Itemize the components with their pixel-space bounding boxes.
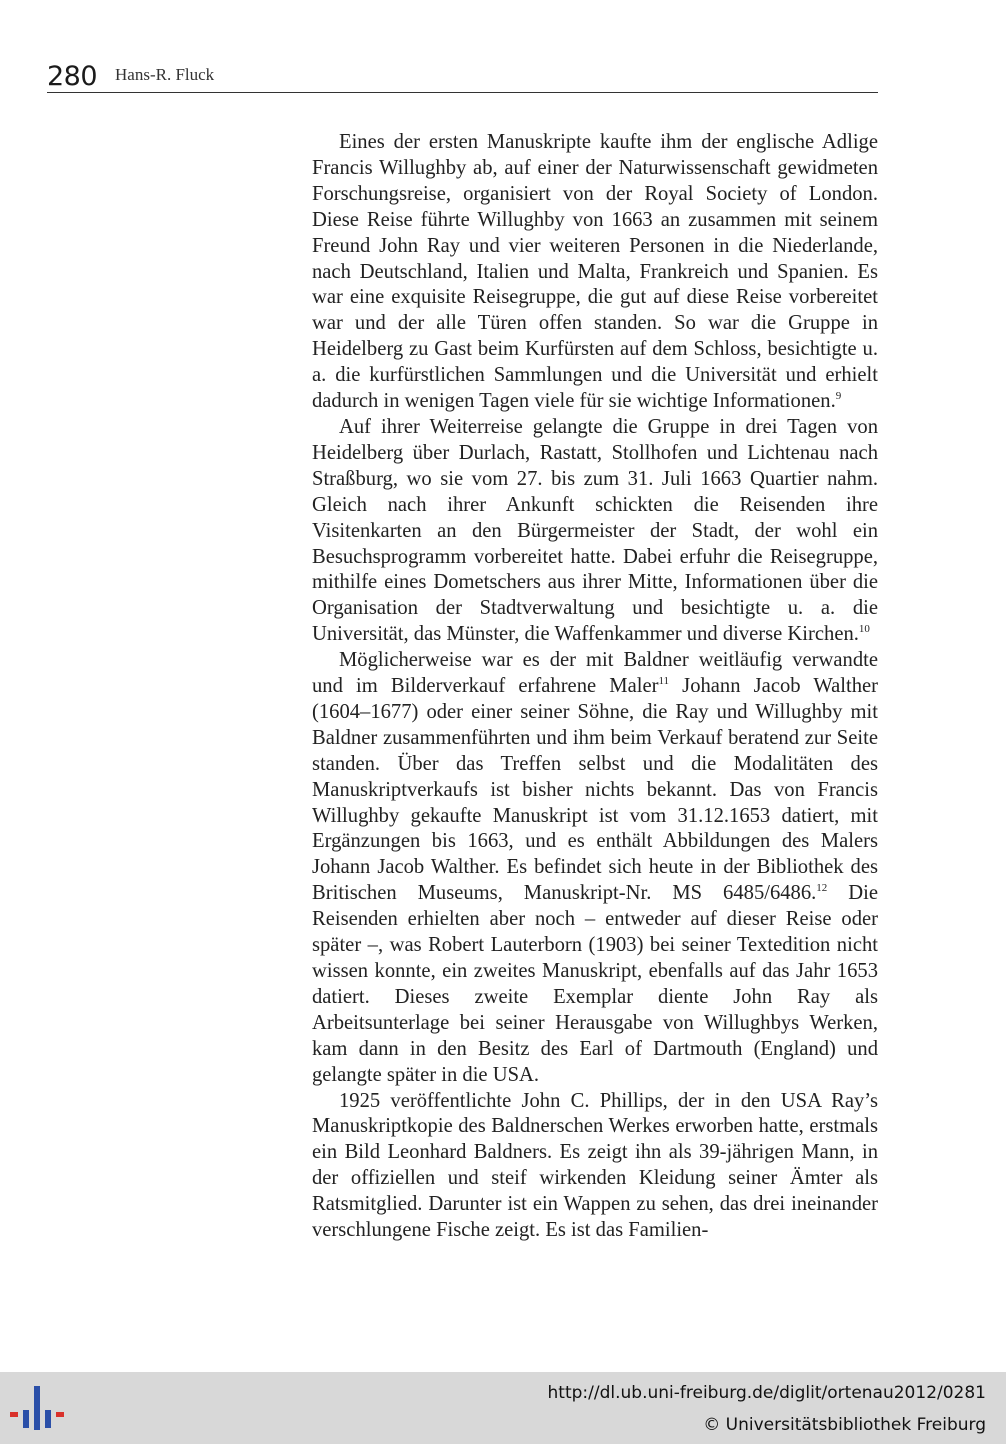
ub-freiburg-logo-icon bbox=[10, 1384, 66, 1434]
paragraph-4 bbox=[312, 1089, 878, 1244]
footer-bar bbox=[0, 1372, 1006, 1444]
paragraph-2-text: Auf ihrer Weiterreise gelangte die Gruppe in drei Tagen von Heidelberg über Durlach, Rastatt, Stollhofen und Lichtenau nach Straßburg, wo sie vom 27. bis zum 31. Juli 1663 Quartier nahm. Gleich nach ihrer Ankunft schickten die Reisenden ihre Visitenkarten an den Bürgermeister der Stadt, der wohl ein Besuchsprogramm vorbereitet hatte. Dabei erfuhr die Reisegruppe, mithilfe eines Dometschers aus ihrer Mitte, Informationen über die Organisation der Stadtverwaltung und besichtigte u. a. die Universität, das Münster, die Waffenkammer und diverse Kirchen. bbox=[312, 415, 878, 646]
page-number: 280 bbox=[47, 61, 98, 92]
footnote-ref-11: 11 bbox=[658, 675, 670, 688]
body-text bbox=[312, 130, 878, 1244]
paragraph-1 bbox=[312, 130, 878, 415]
paragraph-3-text-c: Die Reisenden erhielten aber noch – entweder auf dieser Reise oder später –, was Robert Lauterborn (1903) bei seiner Textedition nicht wissen konnte, ein zweites Manuskript, ebenfalls auf das Jahr 1653 datiert. Dieses zweite Exemplar diente John Ray als Arbeitsunterlage bei seiner Herausgabe von Willughbys Werken, kam dann in den Besitz des Earl of Dartmouth (England) und gelangte später in die USA. bbox=[312, 882, 878, 1086]
source-url-link[interactable]: http://dl.ub.uni-freiburg.de/diglit/ortenau2012/0281 bbox=[547, 1383, 986, 1403]
running-head-author: Hans-R. Fluck bbox=[115, 65, 215, 84]
paragraph-4-text: 1925 veröffentlichte John C. Phillips, der in den USA Ray’s Manuskriptkopie des Baldnerschen Werkes erworben hatte, erstmals ein Bild Leonhard Baldners. Es zeigt ihn als 39-jährigen Mann, in der offiziellen und steif wirkenden Kleidung seiner Ämter als Ratsmitglied. Darunter ist ein Wappen zu sehen, das drei ineinander verschlungene Fische zeigt. Es ist das Familien- bbox=[312, 1089, 878, 1242]
paragraph-3-text-a: Möglicherweise war es der mit Baldner weitläufig verwandte und im Bilderverkauf erfahrene Maler bbox=[312, 649, 878, 698]
paragraph-3-text-b: Johann Jacob Walther (1604–1677) oder einer seiner Söhne, die Ray und Willughby mit Baldner zusammenführten und ihm beim Verkauf beratend zur Seite standen. Über das Treffen selbst und die Modalitäten des Manuskriptverkaufs ist bisher nichts bekannt. Das von Francis Willughby gekaufte Manuskript ist vom 31.12.1653 datiert, mit Ergänzungen bis 1663, und es enthält Abbildungen des Malers Johann Jacob Walther. Es befindet sich heute in der Bibliothek des Britischen Museums, Manuskript-Nr. MS 6485/6486. bbox=[312, 675, 878, 905]
footnote-ref-12: 12 bbox=[816, 882, 828, 895]
page-header bbox=[47, 62, 878, 93]
footnote-ref-9: 9 bbox=[835, 390, 842, 403]
paragraph-3 bbox=[312, 648, 878, 1088]
paragraph-1-text: Eines der ersten Manuskripte kaufte ihm der englische Adlige Francis Willughby ab, auf einer der Naturwissenschaft gewidmeten Forschungsreise, organisiert von der Royal Society of London. Diese Reise führte Willughby von 1663 an zusammen mit seinem Freund John Ray und vier weiteren Personen in die Niederlande, nach Deutschland, Italien und Malta, Frankreich und Spanien. Es war eine exquisite Reisegruppe, die gut auf diese Reise vorbereitet war und der alle Türen offen standen. So war die Gruppe in Heidelberg zu Gast beim Kurfürsten auf dem Schloss, besichtigte u. a. die kurfürstlichen Sammlungen und die Universität und erhielt dadurch in wenigen Tagen viele für sie wichtige Informationen. bbox=[312, 131, 878, 413]
paragraph-2 bbox=[312, 415, 878, 648]
copyright-notice: © Universitätsbibliothek Freiburg bbox=[703, 1415, 986, 1435]
footnote-ref-10: 10 bbox=[858, 623, 870, 636]
